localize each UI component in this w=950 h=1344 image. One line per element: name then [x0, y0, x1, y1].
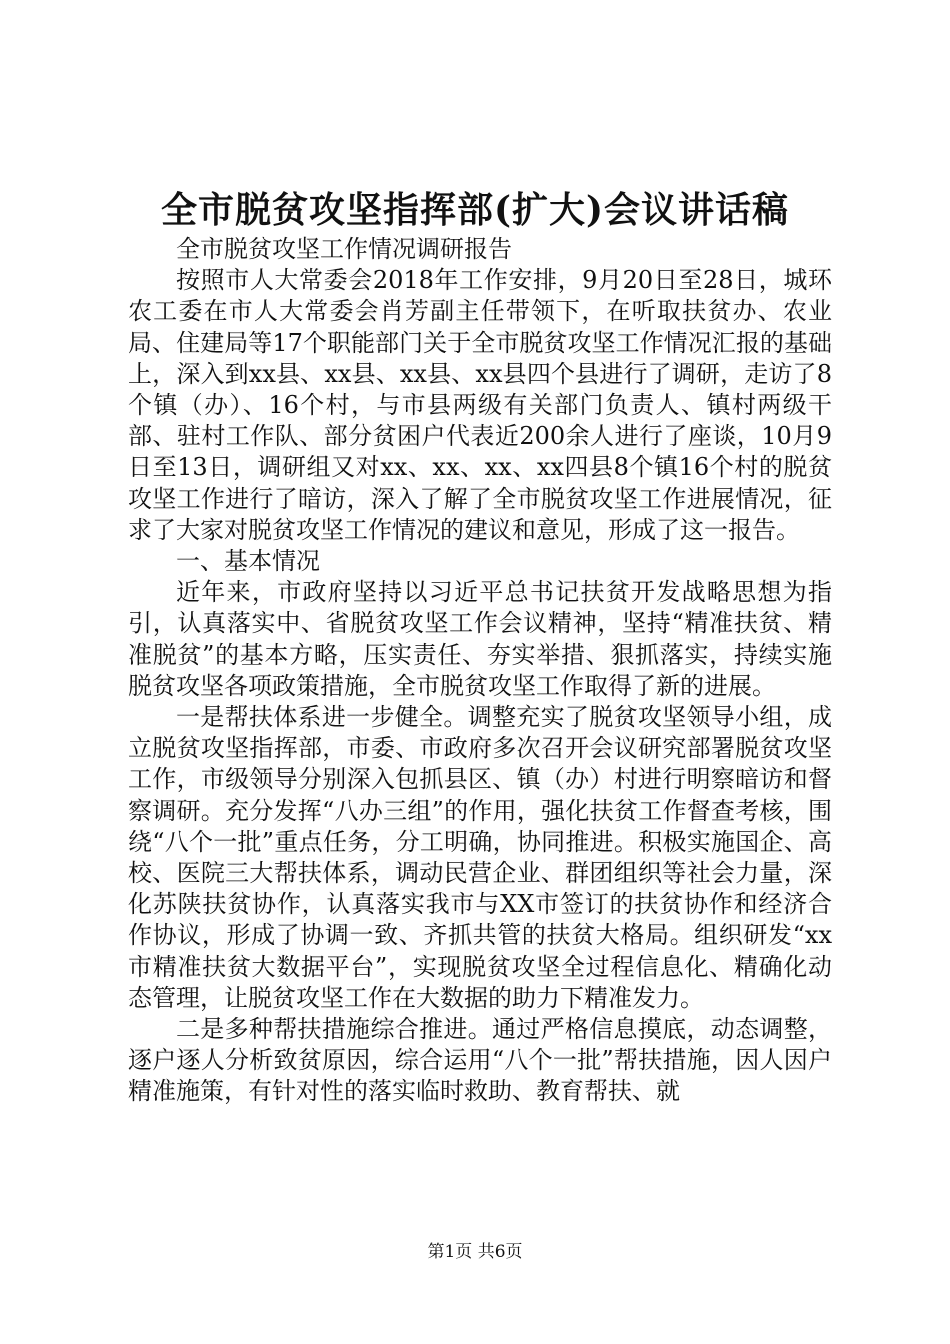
- page-footer: 第1页 共6页: [427, 1242, 523, 1262]
- point-one-paragraph: 一是帮扶体系进一步健全。调整充实了脱贫攻坚领导小组，成立脱贫攻坚指挥部，市委、市政府多次召开会议研究部署脱贫攻坚工作，市级领导分别深入包抓县区、镇（办）村进行明察暗访和督察调研。充分发挥“八办三组”的作用，强化扶贫工作督查考核，围绕“八个一批”重点任务，分工明确，协同推进。积极实施国企、高校、医院三大帮扶体系，调动民营企业、群团组织等社会力量，深化苏陕扶贫协作，认真落实我市与XX市签订的扶贫协作和经济合作协议，形成了协调一致、齐抓共管的扶贫大格局。组织研发“xx市精准扶贫大数据平台”，实现脱贫攻坚全过程信息化、精确化动态管理，让脱贫攻坚工作在大数据的助力下精准发力。: [128, 703, 832, 1012]
- subtitle-paragraph: 全市脱贫攻坚工作情况调研报告: [176, 235, 512, 263]
- point-two-paragraph: 二是多种帮扶措施综合推进。通过严格信息摸底，动态调整，逐户逐人分析致贫原因，综合运用“八个一批”帮扶措施，因人因户精准施策，有针对性的落实临时救助、教育帮扶、就: [128, 1015, 832, 1106]
- intro-paragraph: 按照市人大常委会2018年工作安排，9月20日至28日，城环农工委在市人大常委会肖芳副主任带领下，在听取扶贫办、农业局、住建局等17个职能部门关于全市脱贫攻坚工作情况汇报的基础上，深入到xx县、xx县、xx县、xx县四个县进行了调研，走访了8个镇（办）、16个村，与市县两级有关部门负责人、镇村两级干部、驻村工作队、部分贫困户代表近200余人进行了座谈，10月9日至13日，调研组又对xx、xx、xx、xx四县8个镇16个村的脱贫攻坚工作进行了暗访，深入了解了全市脱贫攻坚工作进展情况，征求了大家对脱贫攻坚工作情况的建议和意见，形成了这一报告。: [128, 266, 832, 544]
- document-body: [128, 234, 832, 1108]
- overview-paragraph: 近年来，市政府坚持以习近平总书记扶贫开发战略思想为指引，认真落实中、省脱贫攻坚工作会议精神，坚持“精准扶贫、精准脱贫”的基本方略，压实责任、夯实举措、狠抓落实，持续实施脱贫攻坚各项政策措施，全市脱贫攻坚工作取得了新的进展。: [128, 578, 832, 700]
- document-title: 全市脱贫攻坚指挥部(扩大)会议讲话稿: [160, 189, 790, 231]
- section-heading: 一、基本情况: [176, 547, 320, 576]
